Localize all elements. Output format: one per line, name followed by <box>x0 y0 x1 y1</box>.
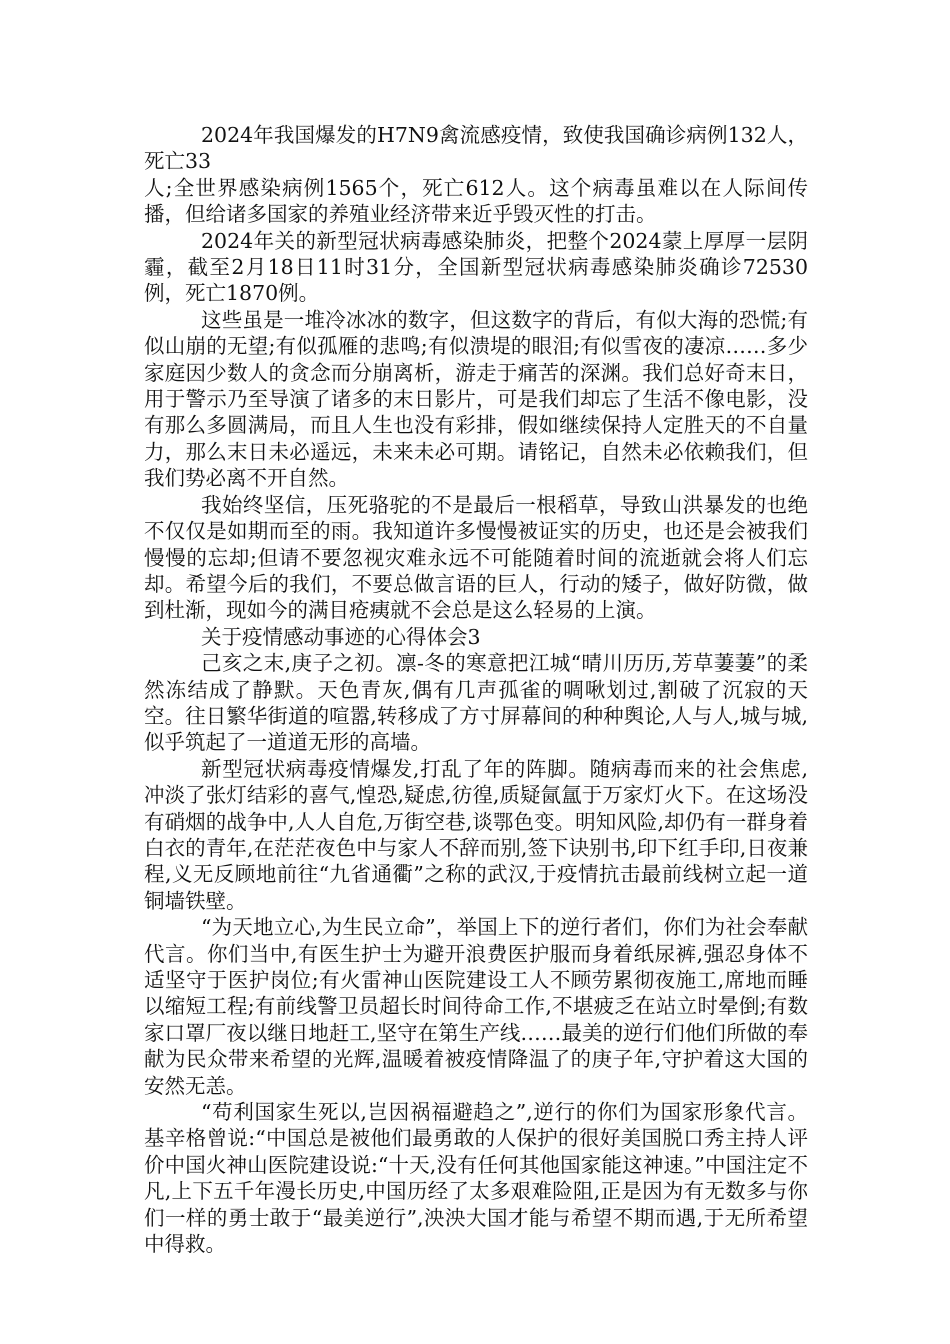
paragraph-h7n9-intro: 2024年我国爆发的H7N9禽流感疫情，致使我国确诊病例132人，死亡33 <box>144 123 808 174</box>
paragraph-covid-stats: 2024年关的新型冠状病毒感染肺炎，把整个2024蒙上厚厚一层阴霾，截至2月18日11时31分，全国新型冠状病毒感染肺炎确诊72530例，死亡1870例。 <box>144 228 808 306</box>
paragraph-national-image: “苟利国家生死以,岂因祸福避趋之”,逆行的你们为国家形象代言。基辛格曾说:“中国总是被他们最勇敢的人保护的很好美国脱口秀主持人评价中国火神山医院建设说:“十天,没有任何其他国家能这神速。”中国注定不凡,上下五千年漫长历史,中国历经了太多艰难险阻,正是因为有无数多与你们一样的勇士敢于“最美逆行”,泱泱大国才能与希望不期而遇,于无所希望中得救。 <box>144 1100 808 1257</box>
paragraph-h7n9-continued: 人;全世界感染病例1565个，死亡612人。这个病毒虽难以在人际间传播，但给诸多国家的养殖业经济带来近乎毁灭性的打击。 <box>144 175 808 227</box>
paragraph-retrograders: “为天地立心,为生民立命”，举国上下的逆行者们，你们为社会奉献代言。你们当中,有医生护士为避开浪费医护服而身着纸尿裤,强忍身体不适坚守于医护岗位;有火雷神山医院建设工人不顾劳累彻夜施工,席地而睡以缩短工程;有前线警卫员超长时间待命工作,不堪疲乏在站立时晕倒;有数家口罩厂夜以继日地赶工,坚守在第生产线……最美的逆行们他们所做的奉献为民众带来希望的光辉,温暖着被疫情降温了的庚子年,守护着这大国的安然无恙。 <box>144 915 808 1098</box>
document-page <box>144 122 808 1257</box>
section-heading: 关于疫情感动事迹的心得体会3 <box>201 624 481 649</box>
paragraph-belief: 我始终坚信，压死骆驼的不是最后一根稻草，导致山洪暴发的也绝不仅仅是如期而至的雨。我知道许多慢慢被证实的历史，也还是会被我们慢慢的忘却;但请不要忽视灾难永远不可能随着时间的流逝就会将人们忘却。希望今后的我们，不要总做言语的巨人，行动的矮子，做好防微，做到杜渐，现如今的满目疮痍就不会总是这么轻易的上演。 <box>144 492 808 623</box>
paragraph-numbers-reflection: 这些虽是一堆冷冰冰的数字，但这数字的背后，有似大海的恐慌;有似山崩的无望;有似孤雁的悲鸣;有似溃堤的眼泪;有似雪夜的凄凉……多少家庭因少数人的贪念而分崩离析，游走于痛苦的深渊。我们总好奇末日，用于警示乃至导演了诸多的末日影片，可是我们却忘了生活不像电影，没有那么多圆满局，而且人生也没有彩排，假如继续保持人定胜天的不自量力，那么末日未必遥远，未来未必可期。请铭记，自然未必依赖我们，但我们势必离不开自然。 <box>144 307 808 491</box>
paragraph-outbreak: 新型冠状病毒疫情爆发,打乱了年的阵脚。随病毒而来的社会焦虑,冲淡了张灯结彩的喜气,惶恐,疑虑,彷徨,质疑氤氲于万家灯火下。在这场没有硝烟的战争中,人人自危,万街空巷,谈鄂色变。明知风险,却仍有一群身着白衣的青年,在茫茫夜色中与家人不辞而别,签下诀别书,印下红手印,日夜兼程,义无反顾地前往“九省通衢”之称的武汉,于疫情抗击最前线树立起一道铜墙铁壁。 <box>144 756 808 913</box>
paragraph-winter-city: 己亥之末,庚子之初。凛-冬的寒意把江城“晴川历历,芳草萋萋”的柔然冻结成了静默。天色青灰,偶有几声孤雀的啁啾划过,割破了沉寂的天空。往日繁华街道的喧嚣,转移成了方寸屏幕间的种种舆论,人与人,城与城,似乎筑起了一道道无形的高墙。 <box>144 651 808 755</box>
